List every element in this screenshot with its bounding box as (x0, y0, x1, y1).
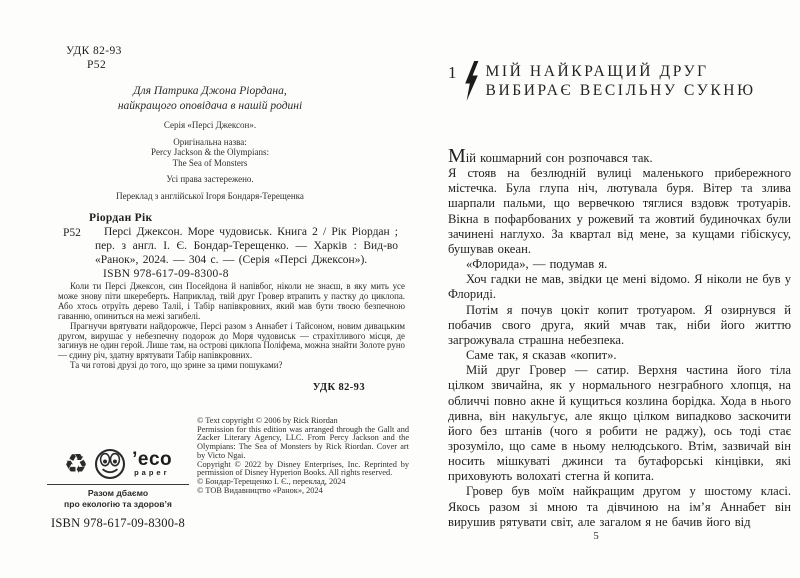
chapter-number: 1 (448, 63, 457, 82)
page-number: 5 (593, 530, 599, 542)
copyright-line: © ТОВ Видавництво «Ранок», 2024 (197, 485, 323, 495)
eco-divider (47, 484, 189, 485)
body-paragraph: Потім я почув цокіт копит тротуаром. Я озирнувся й побачив свого друга, який мчав так, ніби його життю загрожувала страшна небезпека. (448, 302, 791, 347)
catalog-entry (0, 212, 410, 282)
book-annotation (58, 282, 405, 371)
eco-brand-text: ’eco (132, 448, 173, 470)
copyright-block (197, 417, 409, 495)
eco-caption (45, 488, 191, 509)
eco-caption-line-1: Разом дбаємо (87, 488, 149, 498)
isbn-bottom: ISBN 978-617-09-8300-8 (51, 516, 185, 530)
original-title-block (0, 137, 420, 169)
dedication-line-1: Для Патрика Джона Ріордана, (133, 85, 287, 97)
eco-wordmark (132, 448, 173, 477)
copyright-line: © Бондар-Терещенко І. Є., переклад, 2024 (197, 476, 346, 486)
bibliographic-description: Персі Джексон. Море чудовиськ. Книга 2 / Рік Ріордан ; пер. з англ. І. Є. Бондар-Терещенко. — Харків : Вид-во «Ранок», 2024. — 304 с. — (Серія «Персі Джексон»). (95, 226, 398, 266)
catalog-letter-entry: Р52 (63, 227, 81, 239)
body-paragraph: Хоч гадки не мав, звідки це мені відомо. Я ніколи не був у Флориді. (448, 272, 791, 302)
chapter-body (448, 145, 791, 530)
author-heading: Ріордан Рік (89, 212, 153, 224)
copyright-line: © Text copyright © 2006 by Rick Riordan (197, 416, 338, 425)
body-paragraph: Я стояв на безлюдній вулиці маленького прибережного містечка. Була глупа ніч, лютувала буря. Вітер та злива шарпали пальми, що вервечкою тяглися вздовж тротуарів. Вікна в пофарбованих у рожевий та жовтий будиночках були зачинені наглухо. За квартал від мене, за кущами гібіскусу, бушував океан. (448, 166, 791, 256)
body-paragraph: Мій кошмарний сон розпочався так. (448, 145, 653, 167)
eco-paper-logo (45, 447, 191, 481)
original-title-line-2: The Sea of Monsters (172, 157, 248, 168)
udk-classification (66, 44, 122, 72)
udk-code-bottom: УДК 82-93 (312, 382, 365, 393)
smiley-face-icon (94, 448, 126, 480)
chapter-header (448, 61, 756, 101)
catalog-letter-top: Р52 (87, 59, 107, 71)
isbn-entry: ISBN 978-617-09-8300-8 (103, 268, 229, 281)
dedication (0, 84, 420, 113)
copyright-line: Permission for this edition was arranged through the Gallt and Zacker Literary Agency, LLC. From Percy Jackson and the Olympians: The Sea of Monsters by Rick Riordan. Cover art by Victo Ngai. (197, 424, 409, 460)
chapter-title (486, 63, 756, 100)
eco-paper-text: paper (134, 467, 170, 477)
recycle-icon: ♻ (63, 448, 89, 480)
body-paragraph: Гровер був моїм найкращим другом у шостому класі. Якось разом зі мною та дівчиною на ім’я Аннабет він вирушив рятувати світ, але загалом я не бачив його від (448, 484, 791, 529)
rights-reserved-note: Усі права застережено. (166, 174, 254, 184)
eco-paper-block (45, 447, 191, 531)
original-title-line-1: Percy Jackson & the Olympians: (151, 147, 269, 157)
series-note: Серія «Персі Джексон». (163, 120, 257, 130)
copyright-line: Copyright © 2022 by Disney Enterprises, Inc. Reprinted by permission of Disney Hyperion Books. All rights reserved. (197, 459, 409, 478)
annotation-paragraph: Прагнучи врятувати найдорожче, Персі разом з Аннабет і Тайсоном, новим дивацьким другом, вирушає у небезпечну подорож до Моря чудовиськ — страхітливого місця, де загинув не один герой. Лише там, на острові циклопа Поліфема, можна знайти Золоте руно — єдину річ, здатну врятувати Табір напівкровних. (58, 320, 405, 361)
dedication-line-2: найкращого оповідача в нашій родині (117, 99, 303, 112)
edition-info (0, 120, 420, 201)
lightning-bolt-icon (464, 61, 479, 101)
annotation-paragraph: Та чи готові друзі до того, що зрине за цими пошуками? (70, 360, 283, 371)
translation-credit: Переклад з англійської Ігоря Бондаря-Терещенка (116, 190, 304, 201)
bibliographic-record (0, 226, 410, 267)
body-paragraph: Саме так, я сказав «копит». (466, 348, 617, 363)
annotation-paragraph: Коли ти Персі Джексон, син Посейдона й напівбог, ніколи не знаєш, в яку мить усе може знову піти шкереберть. Наприклад, твій друг Гровер втрапить у пастку до циклопа. Або хтось отруїть дерево Талії, і Табір напівкровних, який мав бути твоєю безпечною гаванню, опиниться на межі загибелі. (58, 281, 405, 321)
chapter-title-line-1: МІЙ НАЙКРАЩИЙ ДРУГ (485, 63, 709, 80)
chapter-page (420, 0, 800, 578)
chapter-title-line-2: ВИБИРАЄ ВЕСІЛЬНУ СУКНЮ (485, 81, 756, 99)
body-paragraph: Мій друг Гровер — сатир. Верхня частина його тіла цілком звичайна, як у нормального незграбного хлопця, на обличчі повно акне й кущиться козлина борідка. Хода в нього дивна, він накульгує, але якщо цілком випадково заскочити його без штанів (чого я робити не раджу), ось тоді стає зрозуміло, що саме в ньому нелюдського. Втім, зазвичай він носить мішкуваті джинси та бутафорські кінцівки, які приховують волохаті стегна й копита. (448, 363, 791, 484)
udk-code-top: УДК 82-93 (66, 45, 122, 57)
original-title-label: Оригінальна назва: (173, 136, 247, 147)
body-paragraph: «Флорида», — подумав я. (466, 257, 608, 272)
eco-caption-line-2: про екологію та здоров’я (64, 498, 172, 509)
